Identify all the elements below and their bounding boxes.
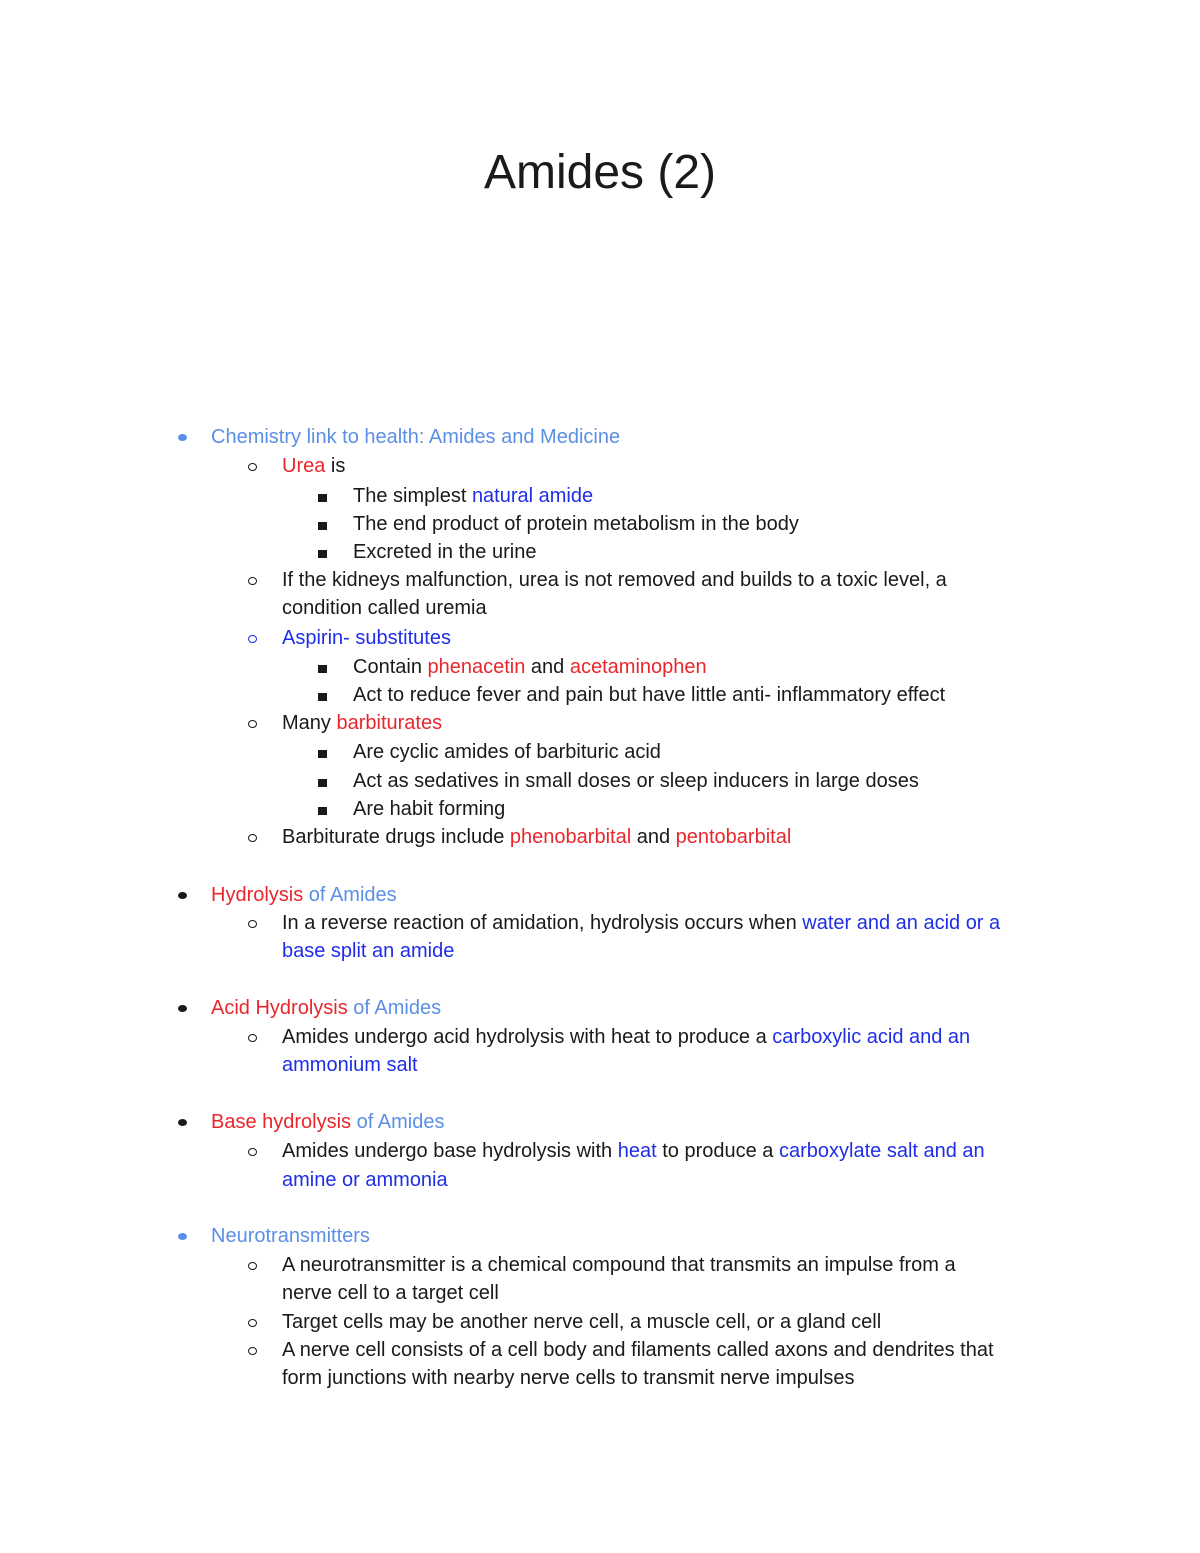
list-item-aspirin: Aspirin- substitutes (282, 627, 451, 649)
list-item: In a reverse reaction of amidation, hydrolysis occurs when water and an acid or a (282, 912, 1001, 934)
list-item: Are habit forming (353, 798, 506, 820)
bullet-square (318, 807, 327, 815)
list-item: A nerve cell consists of a cell body and filaments called axons and dendrites that (282, 1339, 994, 1361)
list-item-barbiturates: Many barbiturates (282, 712, 443, 734)
bullet-square (318, 550, 327, 558)
bullet-circle (248, 920, 257, 928)
bullet-circle (248, 834, 257, 842)
list-item: Act as sedatives in small doses or sleep inducers in large doses (353, 770, 919, 792)
bullet-dot (178, 1119, 187, 1126)
list-item-cont: form junctions with nearby nerve cells to transmit nerve impulses (282, 1367, 855, 1389)
list-item: Amides undergo acid hydrolysis with heat to produce a carboxylic acid and an (282, 1026, 971, 1048)
list-item-barbiturate-drugs: Barbiturate drugs include phenobarbital and pentobarbital (282, 826, 792, 848)
list-item-cont: amine or ammonia (282, 1169, 448, 1191)
bullet-square (318, 522, 327, 530)
bullet-square (318, 750, 327, 758)
bullet-dot (178, 434, 187, 441)
bullet-circle (248, 720, 257, 728)
list-item: The end product of protein metabolism in the body (353, 513, 799, 535)
bullet-circle (248, 1347, 257, 1355)
section-heading-neurotransmitters: Neurotransmitters (211, 1225, 370, 1247)
section-heading-health: Chemistry link to health: Amides and Medicine (211, 426, 621, 448)
page-title: Amides (2) (483, 146, 717, 199)
bullet-circle (248, 1262, 257, 1270)
list-item-cont: ammonium salt (282, 1054, 418, 1076)
section-heading-base-hydrolysis: Base hydrolysis of Amides (211, 1111, 445, 1133)
bullet-circle (248, 1034, 257, 1042)
list-item: Excreted in the urine (353, 541, 537, 563)
list-item: Act to reduce fever and pain but have little anti- inflammatory effect (353, 684, 946, 706)
list-item-kidneys: If the kidneys malfunction, urea is not removed and builds to a toxic level, a (282, 569, 947, 591)
bullet-dot (178, 1233, 187, 1240)
list-item: Amides undergo base hydrolysis with heat to produce a carboxylate salt and an (282, 1140, 985, 1162)
list-item-cont: nerve cell to a target cell (282, 1282, 499, 1304)
list-item: Contain phenacetin and acetaminophen (353, 656, 707, 678)
bullet-circle (248, 635, 257, 643)
section-heading-acid-hydrolysis: Acid Hydrolysis of Amides (211, 997, 442, 1019)
bullet-square (318, 779, 327, 787)
bullet-square (318, 665, 327, 673)
bullet-circle (248, 463, 257, 471)
list-item: Are cyclic amides of barbituric acid (353, 741, 661, 763)
bullet-square (318, 494, 327, 502)
bullet-circle (248, 1148, 257, 1156)
list-item: A neurotransmitter is a chemical compound that transmits an impulse from a (282, 1254, 956, 1276)
list-item-cont: base split an amide (282, 940, 455, 962)
bullet-square (318, 693, 327, 701)
list-item: Target cells may be another nerve cell, a muscle cell, or a gland cell (282, 1311, 882, 1333)
bullet-circle (248, 1319, 257, 1327)
bullet-dot (178, 892, 187, 899)
bullet-circle (248, 577, 257, 585)
bullet-dot (178, 1005, 187, 1012)
list-item: The simplest natural amide (353, 485, 594, 507)
list-item-kidneys-cont: condition called uremia (282, 597, 487, 619)
list-item-urea: Urea is (282, 455, 346, 477)
section-heading-hydrolysis: Hydrolysis of Amides (211, 884, 397, 906)
